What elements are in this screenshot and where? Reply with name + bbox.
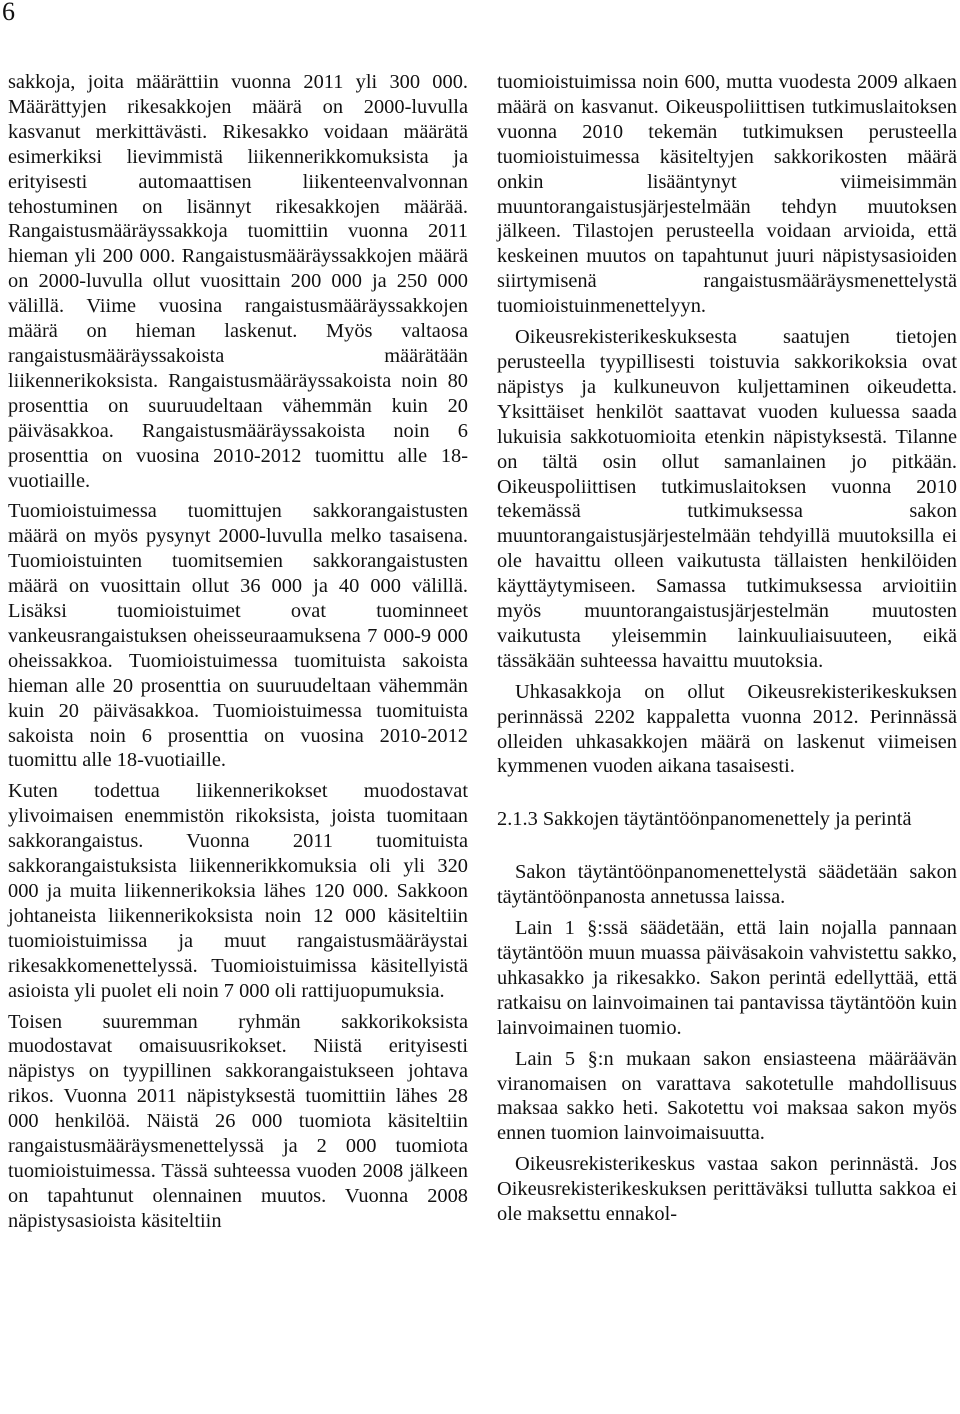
page-number: 6	[2, 0, 15, 26]
paragraph: Toisen suuremman ryhmän sakkorikoksista muodostavat omaisuusrikokset. Niistä erityisesti näpistys on tyypillinen sakkorangaistukseen johtava rikos. Vuonna 2011 näpistyksestä tuomittiin lähes 28 000 henkilöä. Näistä 26 000 tuomiota käsiteltiin rangaistusmääräysmenettelyssä ja 2 000 tuomiota tuomioistuimessa. Tässä suhteessa vuoden 2008 jälkeen on tapahtunut olennainen muutos. Vuonna 2008 näpistysasioista käsiteltiin	[8, 1010, 468, 1232]
left-column	[8, 70, 468, 1234]
paragraph: tuomioistuimissa noin 600, mutta vuodesta 2009 alkaen määrä on kasvanut. Oikeuspoliittisen tutkimuslaitoksen vuonna 2010 tekemän tutkimuksen perusteella tuomioistuimessa käsiteltyjen sakkorikosten määrä onkin lisääntynyt viimeisimmän muuntorangaistusjärjestelmään tehdyn muutoksen jälkeen. Tilastojen perusteella voidaan arvioida, että keskeinen muutos on tapahtunut juuri näpistysasioiden siirtymisenä rangaistusmääräysmenettelystä tuomioistuinmenettelyyn.	[497, 71, 957, 318]
paragraph: Lain 5 §:n mukaan sakon ensiasteena määräävän viranomaisen on varattava sakotetulle mahdollisuus maksaa sakko heti. Sakotettu voi maksaa sakon myös ennen tuomion lainvoimaisuutta.	[497, 1047, 957, 1145]
paragraph: Tuomioistuimessa tuomittujen sakkorangaistusten määrä on myös pysynyt 2000-luvulla melko tasaisena. Tuomioistuinten tuomitsemien sakkorangaistusten määrä on vuosittain ollut 36 000 ja 40 000 välillä. Lisäksi tuomioistuimet ovat tuominneet vankeusrangaistuksen oheisseuraamuksena 7 000-9 000 oheissakkoa. Tuomioistuimessa tuomituista sakoista hieman alle 20 prosenttia on suuruudeltaan vähemmän kuin 20 päiväsakkoa. Tuomioistuimessa tuomituista sakoista noin 6 prosenttia on vuosina 2010-2012 tuomittu alle 18-vuotiaille.	[8, 500, 468, 772]
paragraph: Kuten todettua liikennerikokset muodostavat ylivoimaisen enemmistön rikoksista, joista tuomitaan sakkorangaistus. Vuonna 2011 tuomituista sakkorangaistuksista liikennerikkomuksia oli yli 320 000 ja muita liikennerikoksia lähes 120 000. Sakkoon johtaneista liikennerikoksista noin 12 000 käsiteltiin tuomioistuimissa ja muut rangaistusmääräystai rikesakkomenettelyssä. Tuomioistuimissa käsitellyistä asioista yli puolet eli noin 7 000 oli rattijuopumuksia.	[8, 780, 468, 1002]
paragraph: sakkoja, joita määrättiin vuonna 2011 yli 300 000. Määrättyjen rikesakkojen määrä on 2000-luvulla kasvanut merkittävästi. Rikesakko voidaan määrätä esimerkiksi lievimmistä liikennerikkomuksista ja erityisesti automaattisen liikenteenvalvonnan tehostuminen on lisännyt rikesakkojen määrää. Rangaistusmääräyssakkoja tuomittiin vuonna 2011 hieman yli 200 000. Rangaistusmääräyssakkojen määrä on 2000-luvulla ollut vuosittain 200 000 ja 250 000 välillä. Viime vuosina rangaistusmääräyssakkojen määrä on hieman laskenut. Myös valtaosa rangaistusmääräyssakoista määrätään liikennerikoksista. Rangaistusmääräyssakoista noin 80 prosenttia on suuruudeltaan vähemmän kuin 20 päiväsakkoa. Rangaistusmääräyssakoista noin 6 prosenttia on vuosina 2010-2012 tuomittu alle 18-vuotiaille.	[8, 71, 468, 492]
section-heading: 2.1.3 Sakkojen täytäntöönpanomenettely ja perintä	[497, 808, 912, 831]
paragraph: Sakon täytäntöönpanomenettelystä säädetään sakon täytäntöönpanosta annetussa laissa.	[497, 861, 957, 909]
right-column	[497, 70, 957, 1227]
paragraph: Oikeusrekisterikeskuksesta saatujen tietojen perusteella tyypillisesti toistuvia sakkorikoksia ovat näpistys ja kulkuneuvon kuljettaminen oikeudetta. Yksittäiset henkilöt saattavat vuoden kuluessa saada lukuisia sakkotuomioita etenkin näpistyksestä. Tilanne on tältä osin ollut samanlainen jo pitkään. Oikeuspoliittisen tutkimuslaitoksen vuonna 2010 tekemässä tutkimuksessa sakon muuntorangaistusjärjestelmään tehdyillä muutoksilla ei ole havaittu olleen vaikutusta tällaisten henkilöiden käyttäytymiseen. Samassa tutkimuksessa arvioitiin myös muuntorangaistusjärjestelmän muutosten vaikutusta yleisemmin lainkuuliaisuuteen, eikä tässäkään suhteessa havaittu muutoksia.	[497, 326, 957, 672]
paragraph: Lain 1 §:ssä säädetään, että lain nojalla pannaan täytäntöön muun muassa päiväsakoin vahvistettu sakko, uhkasakko ja rikesakko. Sakon perintä edellyttää, että ratkaisu on lainvoimainen tai pantavissa täytäntöön kuin lainvoimainen tuomio.	[497, 917, 957, 1039]
paragraph: Oikeusrekisterikeskus vastaa sakon perinnästä. Jos Oikeusrekisterikeskuksen perittäväksi tullutta sakkoa ei ole maksettu ennakol-	[497, 1153, 957, 1226]
paragraph: Uhkasakkoja on ollut Oikeusrekisterikeskuksen perinnässä 2202 kappaletta vuonna 2012. Perinnässä olleiden uhkasakkojen määrä on laskenut viimeisen kymmenen vuoden aikana tasaisesti.	[497, 680, 957, 778]
